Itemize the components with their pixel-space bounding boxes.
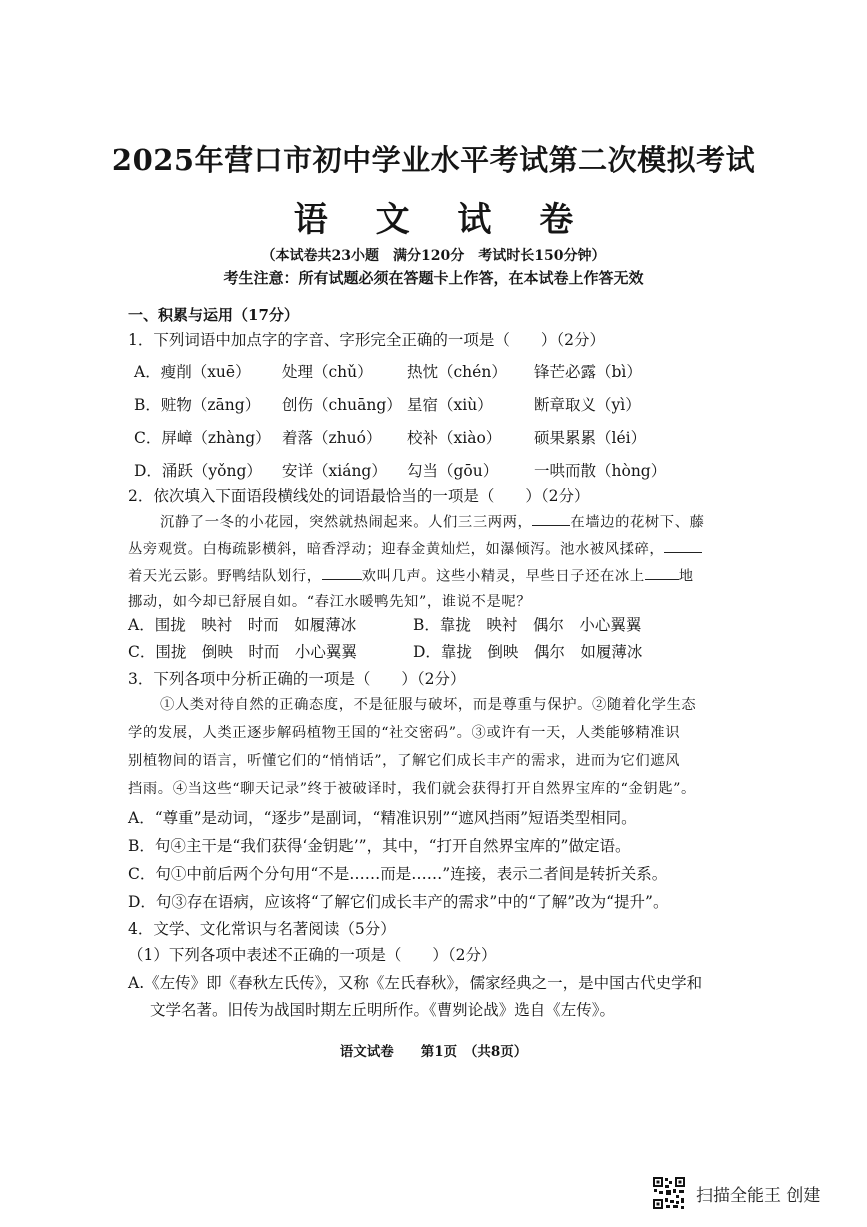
q2-option-c: C．围拢 倒映 时而 小心翼翼 <box>128 643 357 661</box>
question-1-stem: 1．下列词语中加点字的字音、字形完全正确的一项是（ ）（2分） <box>128 331 605 349</box>
q1-option-c-2: 着落（zhuó） <box>282 429 382 447</box>
q1-option-b-2: 创伤（chuāng） <box>282 396 402 414</box>
q1-option-a-4: 锋芒必露（bì） <box>534 363 642 381</box>
q4-sub-question-1: （1）下列各项中表述不正确的一项是（ ）（2分） <box>128 946 497 964</box>
q2-text: 着天光云影。野鸭结队划行， <box>128 568 322 585</box>
q1-option-d-1: D．涌跃（yǒng） <box>134 462 262 480</box>
q2-passage-line-3 <box>128 565 694 585</box>
qr-code-icon <box>652 1176 686 1210</box>
q1-option-a-2: 处理（chǔ） <box>282 363 373 381</box>
q1-option-d-3: 勾当（gōu） <box>407 462 499 480</box>
q3-option-b: B．句④主干是“我们获得‘金钥匙’”，其中，“打开自然界宝库的”做定语。 <box>128 837 631 855</box>
q1-option-d-2: 安详（xiáng） <box>282 462 387 480</box>
q3-passage-line-1: ①人类对待自然的正确态度，不是征服与破坏，而是尊重与保护。②随着化学生态 <box>160 697 697 713</box>
q2-option-b: B．靠拢 映衬 偶尔 小心翼翼 <box>413 616 642 634</box>
watermark-text: 扫描全能王 创建 <box>696 1186 821 1206</box>
q2-text: 地 <box>678 568 694 585</box>
q1-option-a-3: 热忱（chén） <box>407 363 507 381</box>
q3-option-c: C．句①中前后两个分句用“不是……而是……”连接，表示二者间是转折关系。 <box>128 865 668 883</box>
exam-title: 2025年营口市初中学业水平考试第二次模拟考试 <box>111 143 756 177</box>
q2-passage-line-1 <box>160 511 705 531</box>
q2-text: 欢叫几声。这些小精灵，早些日子还在冰上 <box>361 568 645 585</box>
exam-subtitle: 语 文 试 卷 <box>293 200 592 240</box>
q1-option-d-4: 一哄而散（hòng） <box>534 462 667 480</box>
blank-4 <box>645 565 679 580</box>
blank-3 <box>322 565 362 580</box>
q4-option-a-line-2: 文学名著。旧传为战国时期左丘明所作。《曹刿论战》选自《左传》。 <box>150 1001 616 1019</box>
q1-option-b-3: 星宿（xiù） <box>407 396 493 414</box>
exam-notice: 考生注意：所有试题必须在答题卡上作答，在本试卷上作答无效 <box>223 269 644 287</box>
q3-option-a: A．“尊重”是动词，“逐步”是副词，“精准识别”“遮风挡雨”短语类型相同。 <box>128 809 637 827</box>
q2-text: 在墙边的花树下、藤 <box>570 514 705 531</box>
page-footer: 语文试卷 第1页 （共8页） <box>339 1044 528 1060</box>
q4-option-a-line-1: A.《左传》即《春秋左氏传》，又称《左氏春秋》，儒家经典之一，是中国古代史学和 <box>128 974 703 992</box>
question-4-stem: 4．文学、文化常识与名著阅读（5分） <box>128 920 396 938</box>
q2-passage-line-2 <box>128 538 702 558</box>
q1-option-c-3: 校补（xiào） <box>407 429 502 447</box>
q2-option-a: A．围拢 映衬 时而 如履薄冰 <box>128 616 357 634</box>
question-2-stem: 2．依次填入下面语段横线处的词语最恰当的一项是（ ）（2分） <box>128 487 590 505</box>
q1-option-c-4: 硕果累累（léi） <box>534 429 647 447</box>
q1-option-a-1: A．瘦削（xuē） <box>134 363 251 381</box>
q3-passage-line-3: 别植物间的语言，听懂它们的“悄悄话”，了解它们成长丰产的需求，进而为它们遮风 <box>128 753 681 769</box>
q3-passage-line-4: 挡雨。④当这些“聊天记录”终于被破译时，我们就会获得打开自然界宝库的“金钥匙”。 <box>128 781 696 797</box>
q3-passage-line-2: 学的发展，人类正逐步解码植物王国的“社交密码”。③或许有一天，人类能够精准识 <box>128 725 681 741</box>
exam-info: （本试卷共23小题 满分120分 考试时长150分钟） <box>261 248 606 264</box>
q2-passage-line-4: 挪动，如今却已舒展自如。“春江水暖鸭先知”，谁说不是呢？ <box>128 594 532 610</box>
q2-text: 丛旁观赏。白梅疏影横斜，暗香浮动；迎春金黄灿烂，如瀑倾泻。池水被风揉碎， <box>128 541 665 558</box>
q3-option-d: D．句③存在语病，应该将“了解它们成长丰产的需求”中的“了解”改为“提升”。 <box>128 893 669 911</box>
blank-1 <box>532 511 570 526</box>
blank-2 <box>664 538 702 553</box>
section-heading: 一、积累与运用（17分） <box>128 306 299 324</box>
question-3-stem: 3．下列各项中分析正确的一项是（ ）（2分） <box>128 670 466 688</box>
q1-option-b-1: B．赃物（zāng） <box>134 396 261 414</box>
q2-option-d: D．靠拢 倒映 偶尔 如履薄冰 <box>413 643 643 661</box>
q2-text: 沉静了一冬的小花园，突然就热闹起来。人们三三两两， <box>160 514 533 531</box>
q1-option-c-1: C．屏嶂（zhàng） <box>134 429 271 447</box>
q1-option-b-4: 断章取义（yì） <box>534 396 641 414</box>
